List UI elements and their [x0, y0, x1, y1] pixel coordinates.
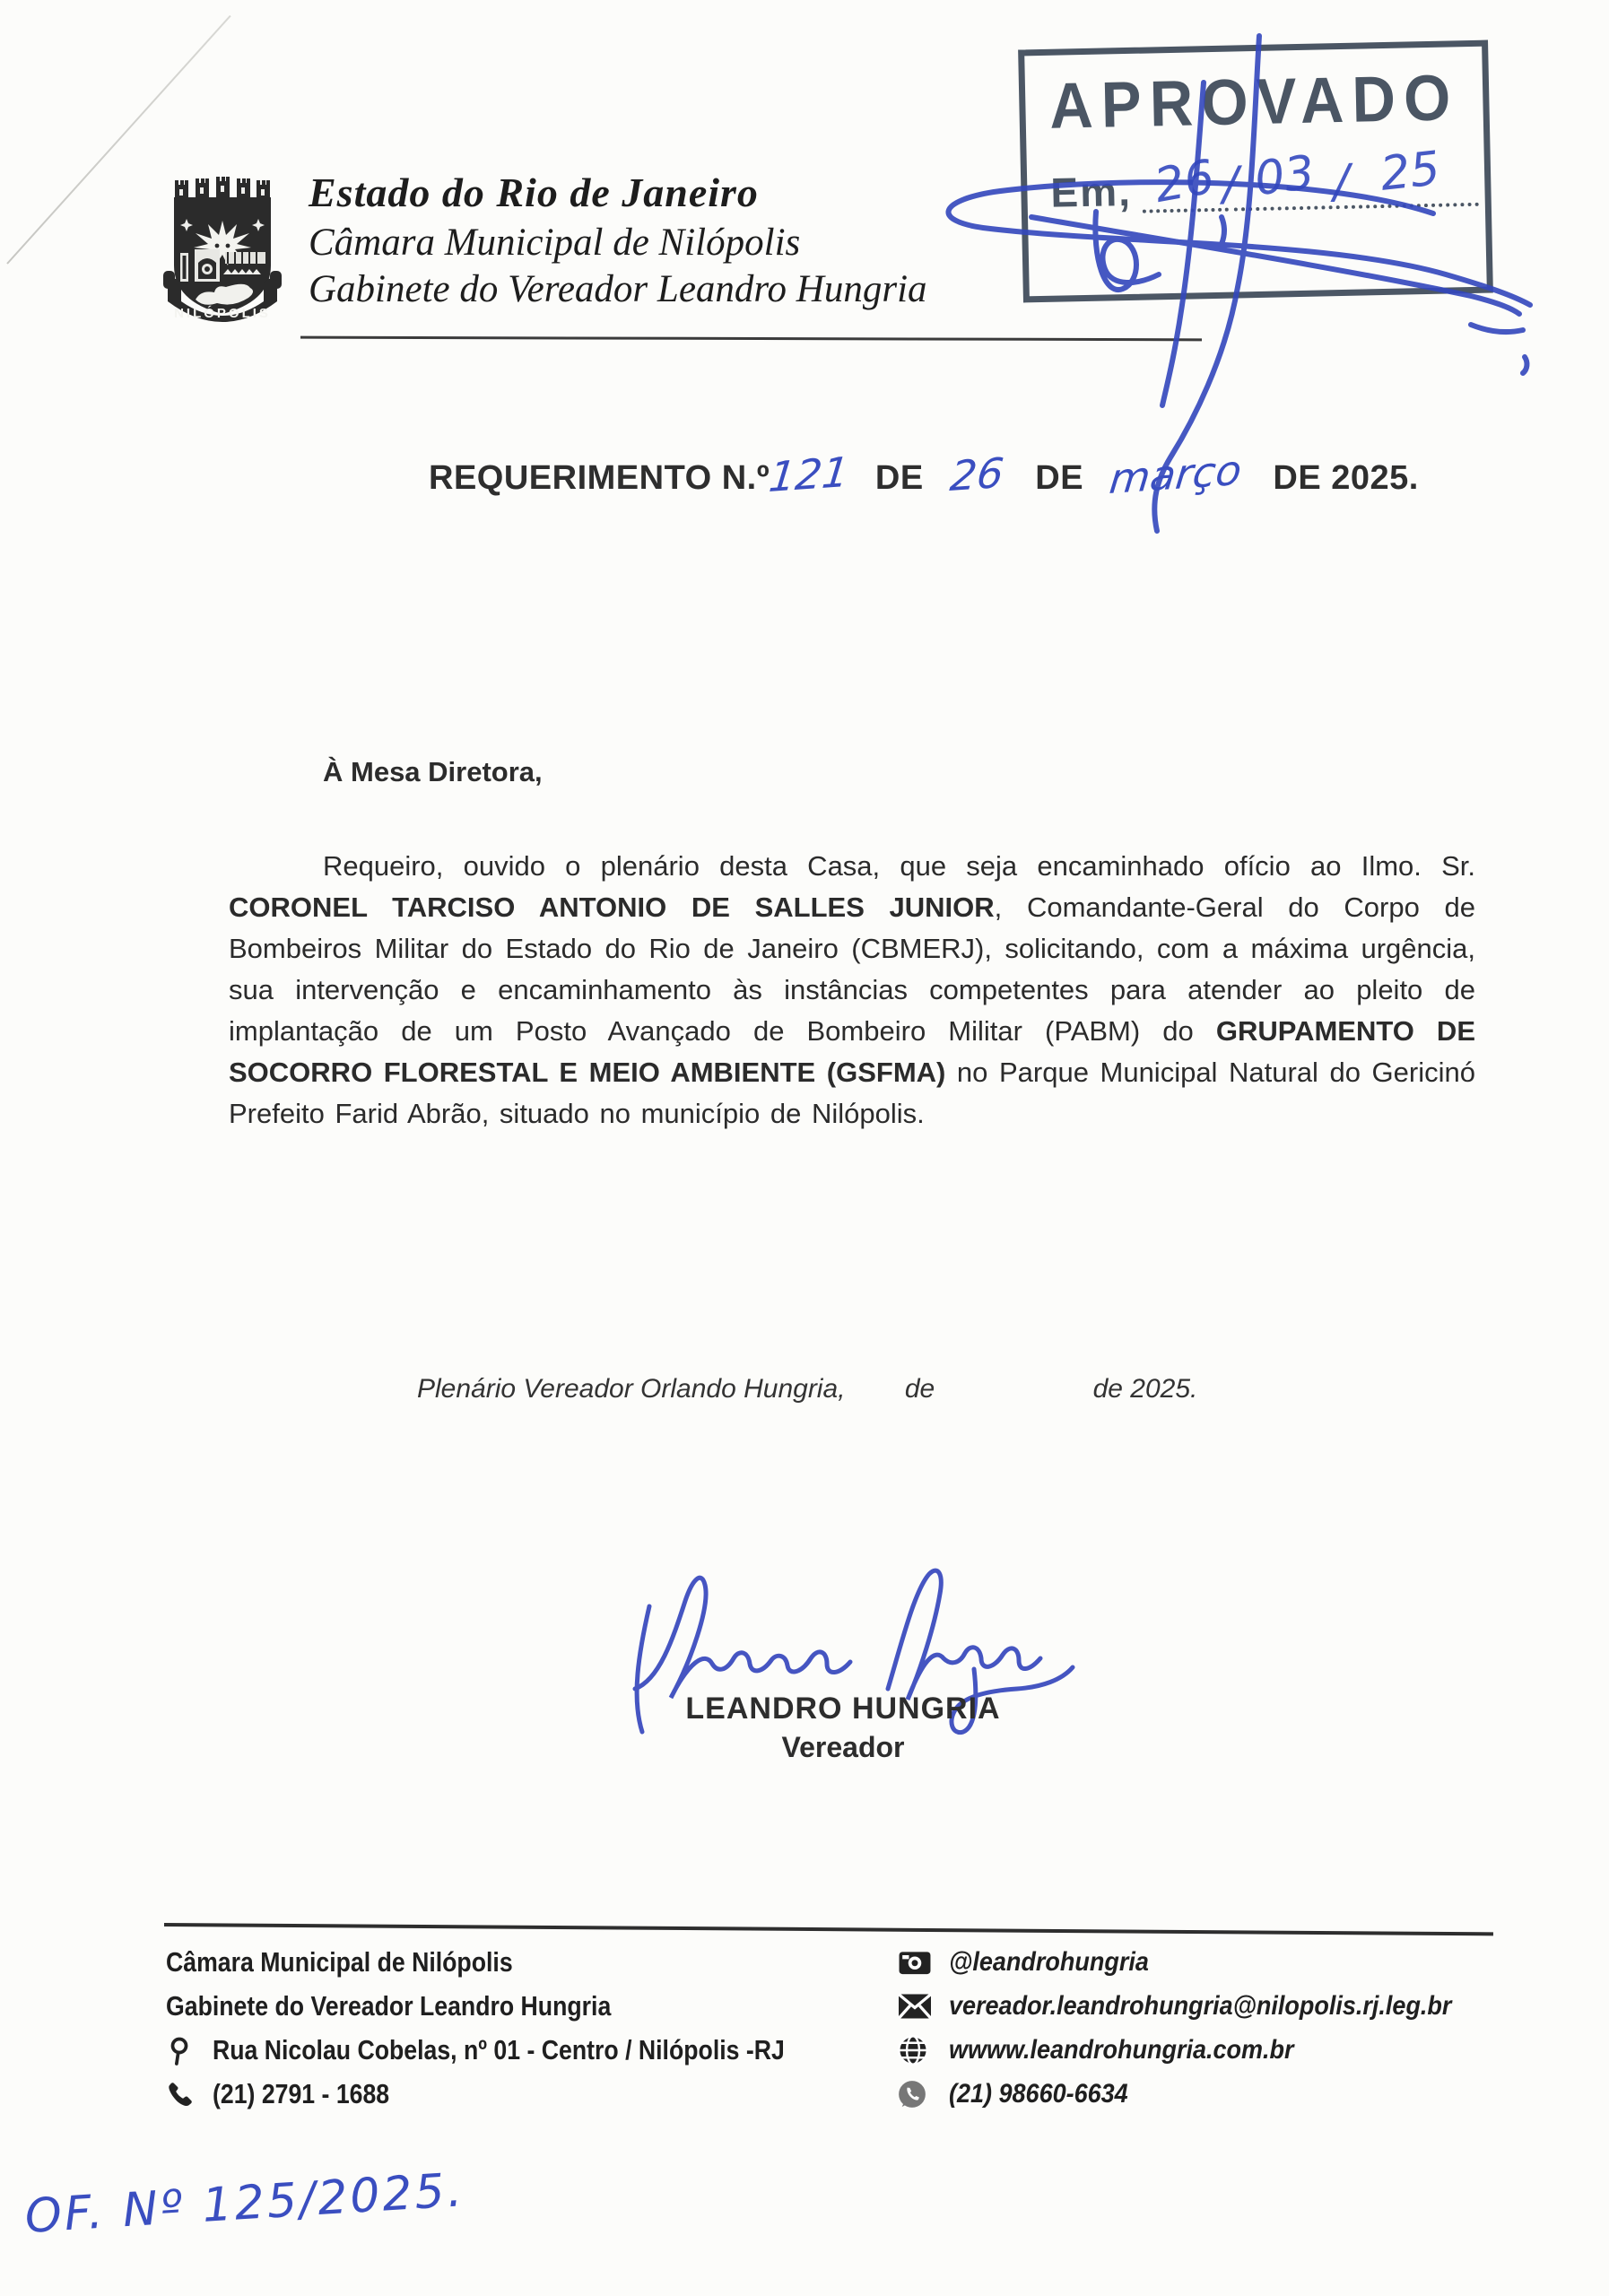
globe-icon	[897, 2034, 949, 2066]
footer-divider	[164, 1923, 1493, 1935]
whatsapp-icon	[897, 2079, 949, 2109]
title-de-2: DE	[1035, 459, 1084, 497]
footer-chamber-name: Câmara Municipal de Nilópolis	[166, 1945, 513, 1978]
location-pin-icon	[166, 2035, 213, 2066]
footer-address: Rua Nicolau Cobelas, nº 01 - Centro / Nilópolis -RJ	[213, 2033, 785, 2066]
footer-row	[897, 2072, 1508, 2116]
stamp-date-month: 03	[1252, 145, 1318, 207]
stamp-title: APROVADO	[1048, 62, 1460, 143]
footer-row	[166, 2028, 878, 2072]
title-number-handwritten: 121	[766, 448, 852, 501]
footer-row	[897, 2028, 1508, 2072]
footer-whatsapp-number: (21) 98660-6634	[949, 2078, 1128, 2109]
footer-left-column	[166, 1940, 878, 2116]
paragraph-segment: , Comandante-Geral do Corpo de Bombeiros Militar do Estado do Rio de Janeiro (CBMERJ), solicitando, com a máxima urgência, sua intervenção e encaminhamento às instâncias competentes para atender ao pleito de implantação de um Posto Avançado de Bombeiro Militar (PABM) do	[229, 891, 1475, 1047]
footer-row	[166, 1940, 878, 1984]
footer-row	[166, 1984, 878, 2028]
footer-phone: (21) 2791 - 1688	[213, 2077, 390, 2109]
footer-website: wwww.leandrohungria.com.br	[949, 2034, 1294, 2065]
letterhead-office: Gabinete do Vereador Leandro Hungria	[309, 268, 927, 310]
footer-row	[166, 2072, 878, 2116]
footer-email: vereador.leandrohungria@nilopolis.rj.leg.br	[949, 1990, 1452, 2021]
paragraph-segment: Requeiro, ouvido o plenário desta Casa, que seja encaminhado ofício ao Ilmo. Sr.	[323, 850, 1475, 882]
stamp-date-separator-1: /	[1222, 157, 1239, 212]
letterhead-chamber: Câmara Municipal de Nilópolis	[309, 222, 801, 264]
title-de-1: DE	[874, 459, 924, 497]
title-month-handwritten: março	[1107, 445, 1245, 504]
document-title-line	[429, 445, 1419, 504]
crest-banner-text: NILÓPOLIS	[174, 306, 271, 321]
letterhead	[309, 169, 927, 311]
footer-row	[897, 1984, 1508, 2028]
plenary-de-2: de 2025.	[1092, 1374, 1198, 1404]
plenary-text: Plenário Vereador Orlando Hungria,	[417, 1374, 846, 1404]
coat-of-arms-icon	[163, 176, 282, 335]
signer-name: LEANDRO HUNGRIA	[685, 1692, 1001, 1726]
addressee-name-bold: CORONEL TARCISO ANTONIO DE SALLES JUNIOR	[229, 891, 995, 923]
envelope-icon	[897, 1993, 949, 2020]
unit-name-bold: GRUPAMENTO DE SOCORRO FLORESTAL E MEIO AMBIENTE (GSFMA)	[229, 1015, 1475, 1088]
letterhead-state: Estado do Rio de Janeiro	[309, 170, 759, 215]
title-year: DE 2025.	[1273, 459, 1419, 497]
phone-icon	[166, 2080, 213, 2109]
handwritten-office-number: OF. Nº 125/2025.	[23, 2163, 466, 2244]
footer-row	[897, 1940, 1508, 1984]
plenary-de-1: de	[904, 1374, 935, 1404]
stamp-date-year: 25	[1378, 142, 1443, 202]
paragraph-segment: no Parque Municipal Natural do Gericinó Prefeito Farid Abrão, situado no município de Nilópolis.	[229, 1057, 1475, 1129]
salutation: À Mesa Diretora,	[323, 756, 543, 787]
signer-role: Vereador	[781, 1731, 905, 1763]
footer-right-column	[897, 1940, 1508, 2116]
plenary-date-line	[417, 1374, 1197, 1405]
title-day-handwritten: 26	[947, 448, 1006, 500]
title-prefix: REQUERIMENTO N.º	[429, 459, 770, 497]
stamp-em-label: Em,	[1049, 167, 1133, 216]
footer-office-name: Gabinete do Vereador Leandro Hungria	[166, 1989, 612, 2022]
stamp-date-separator-2: /	[1333, 154, 1350, 210]
request-paragraph	[229, 846, 1475, 1135]
footer-instagram: @leandrohungria	[949, 1946, 1149, 1977]
stamp-date-day: 26	[1150, 150, 1219, 214]
nilopolis-coat-of-arms	[163, 176, 282, 335]
camera-icon	[897, 1948, 949, 1977]
